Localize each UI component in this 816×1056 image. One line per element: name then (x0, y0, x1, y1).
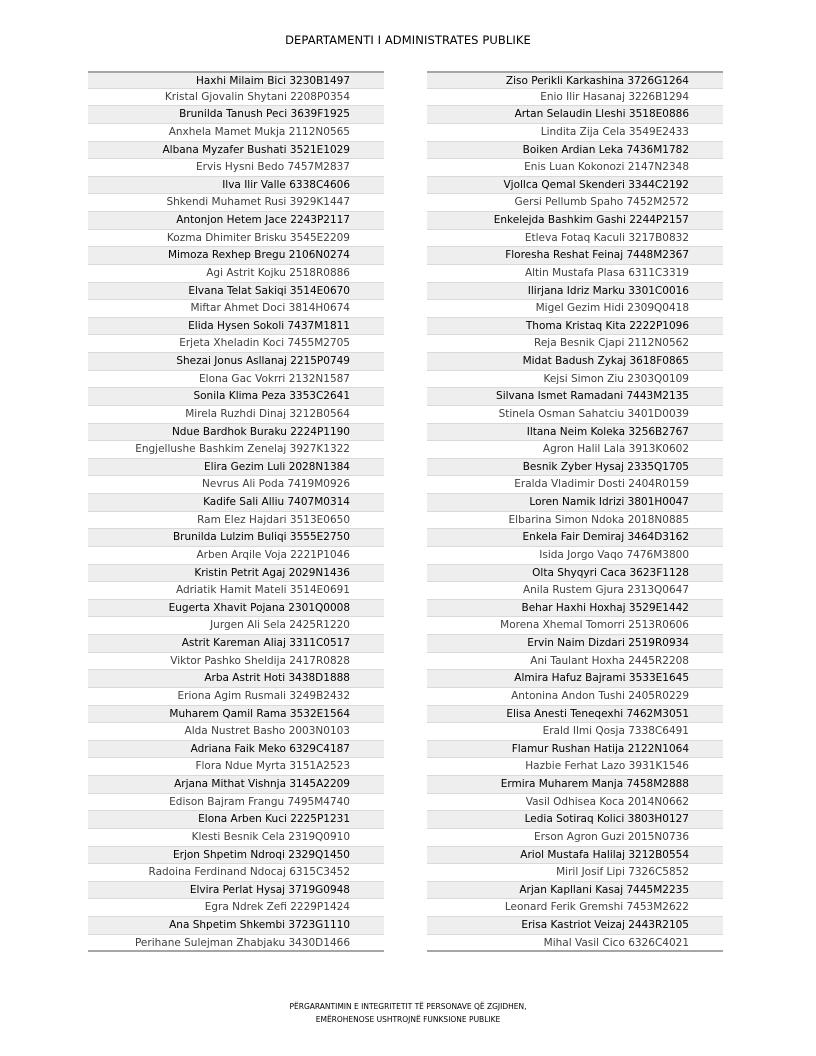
list-item: Isida Jorgo Vaqo 7476M3800 (427, 547, 723, 565)
list-item: Iltana Neim Koleka 3256B2767 (427, 424, 723, 442)
list-item: Anxhela Mamet Mukja 2112N0565 (88, 124, 384, 142)
list-item: Nevrus Ali Poda 7419M0926 (88, 476, 384, 494)
list-item: Eralda Vladimir Dosti 2404R0159 (427, 476, 723, 494)
list-item: Alda Nustret Basho 2003N0103 (88, 723, 384, 741)
list-item: Thoma Kristaq Kita 2222P1096 (427, 318, 723, 336)
list-item: Enis Luan Kokonozi 2147N2348 (427, 159, 723, 177)
list-item: Flora Ndue Myrta 3151A2523 (88, 758, 384, 776)
list-item: Shezai Jonus Asllanaj 2215P0749 (88, 353, 384, 371)
list-item: Reja Besnik Cjapi 2112N0562 (427, 335, 723, 353)
list-item: Ilva Ilir Valle 6338C4606 (88, 177, 384, 195)
list-item: Etleva Fotaq Kaculi 3217B0832 (427, 230, 723, 248)
list-item: Migel Gezim Hidi 2309Q0418 (427, 300, 723, 318)
list-item: Kristal Gjovalin Shytani 2208P0354 (88, 89, 384, 107)
list-item: Agron Halil Lala 3913K0602 (427, 441, 723, 459)
list-item: Klesti Besnik Cela 2319Q0910 (88, 829, 384, 847)
list-item: Ana Shpetim Shkembi 3723G1110 (88, 917, 384, 935)
list-item: Elisa Anesti Teneqexhi 7462M3051 (427, 706, 723, 724)
list-item: Altin Mustafa Plasa 6311C3319 (427, 265, 723, 283)
list-item: Ilirjana Idriz Marku 3301C0016 (427, 283, 723, 301)
list-item: Muharem Qamil Rama 3532E1564 (88, 706, 384, 724)
list-item: Stinela Osman Sahatciu 3401D0039 (427, 406, 723, 424)
list-item: Adriana Faik Meko 6329C4187 (88, 741, 384, 759)
list-item: Arben Arqile Voja 2221P1046 (88, 547, 384, 565)
list-item: Haxhi Milaim Bici 3230B1497 (88, 71, 384, 89)
list-item: Astrit Kareman Aliaj 3311C0517 (88, 635, 384, 653)
list-item: Morena Xhemal Tomorri 2513R0606 (427, 617, 723, 635)
list-item: Kadife Sali Alliu 7407M0314 (88, 494, 384, 512)
list-item: Loren Namik Idrizi 3801H0047 (427, 494, 723, 512)
footer-line-2: EMËROHENOSE USHTROJNË FUNKSIONE PUBLIKE (315, 1015, 501, 1024)
list-item: Besnik Zyber Hysaj 2335Q1705 (427, 459, 723, 477)
list-item: Brunilda Lulzim Buliqi 3555E2750 (88, 529, 384, 547)
list-item: Jurgen Ali Sela 2425R1220 (88, 617, 384, 635)
list-item: Mirela Ruzhdi Dinaj 3212B0564 (88, 406, 384, 424)
list-item: Behar Haxhi Hoxhaj 3529E1442 (427, 600, 723, 618)
list-item: Hazbie Ferhat Lazo 3931K1546 (427, 758, 723, 776)
list-item: Kozma Dhimiter Brisku 3545E2209 (88, 230, 384, 248)
list-item: Erjeta Xheladin Koci 7455M2705 (88, 335, 384, 353)
list-item: Leonard Ferik Gremshi 7453M2622 (427, 899, 723, 917)
list-item: Artan Selaudin Lleshi 3518E0886 (427, 106, 723, 124)
list-item: Erjon Shpetim Ndroqi 2329Q1450 (88, 847, 384, 865)
list-item: Elira Gezim Luli 2028N1384 (88, 459, 384, 477)
list-item: Ermira Muharem Manja 7458M2888 (427, 776, 723, 794)
list-item: Viktor Pashko Sheldija 2417R0828 (88, 653, 384, 671)
list-item: Mimoza Rexhep Bregu 2106N0274 (88, 247, 384, 265)
left-name-list (88, 71, 384, 952)
list-item: Adriatik Hamit Mateli 3514E0691 (88, 582, 384, 600)
footer (0, 1000, 816, 1026)
list-item: Sonila Klima Peza 3353C2641 (88, 388, 384, 406)
list-item: Elona Gac Vokrri 2132N1587 (88, 371, 384, 389)
list-item: Boiken Ardian Leka 7436M1782 (427, 142, 723, 160)
list-item: Elida Hysen Sokoli 7437M1811 (88, 318, 384, 336)
list-item: Vjollca Qemal Skenderi 3344C2192 (427, 177, 723, 195)
list-item: Elbarina Simon Ndoka 2018N0885 (427, 512, 723, 530)
list-item: Arjana Mithat Vishnja 3145A2209 (88, 776, 384, 794)
list-item: Arjan Kapllani Kasaj 7445M2235 (427, 882, 723, 900)
list-item: Mihal Vasil Cico 6326C4021 (427, 935, 723, 953)
list-item: Albana Myzafer Bushati 3521E1029 (88, 142, 384, 160)
list-item: Brunilda Tanush Peci 3639F1925 (88, 106, 384, 124)
list-item: Kejsi Simon Ziu 2303Q0109 (427, 371, 723, 389)
list-item: Flamur Rushan Hatija 2122N1064 (427, 741, 723, 759)
list-item: Shkendi Muhamet Rusi 3929K1447 (88, 194, 384, 212)
list-item: Kristin Petrit Agaj 2029N1436 (88, 565, 384, 583)
right-name-list (427, 71, 723, 952)
list-item: Edison Bajram Frangu 7495M4740 (88, 794, 384, 812)
list-item: Floresha Reshat Feinaj 7448M2367 (427, 247, 723, 265)
list-item: Silvana Ismet Ramadani 7443M2135 (427, 388, 723, 406)
list-item: Eriona Agim Rusmali 3249B2432 (88, 688, 384, 706)
list-item: Vasil Odhisea Koca 2014N0662 (427, 794, 723, 812)
list-item: Miril Josif Lipi 7326C5852 (427, 864, 723, 882)
footer-line-1: PËRGARANTIMIN E INTEGRITETIT TË PERSONAVE QË ZGJIDHEN, (289, 1002, 527, 1011)
list-item: Midat Badush Zykaj 3618F0865 (427, 353, 723, 371)
list-item: Agi Astrit Kojku 2518R0886 (88, 265, 384, 283)
list-item: Erald Ilmi Qosja 7338C6491 (427, 723, 723, 741)
list-item: Antonina Andon Tushi 2405R0229 (427, 688, 723, 706)
list-item: Elona Arben Kuci 2225P1231 (88, 811, 384, 829)
list-item: Egra Ndrek Zefi 2229P1424 (88, 899, 384, 917)
list-item: Enio Ilir Hasanaj 3226B1294 (427, 89, 723, 107)
list-item: Arba Astrit Hoti 3438D1888 (88, 670, 384, 688)
page-title: DEPARTAMENTI I ADMINISTRATES PUBLIKE (285, 33, 531, 47)
list-item: Enkela Fair Demiraj 3464D3162 (427, 529, 723, 547)
list-item: Gersi Pellumb Spaho 7452M2572 (427, 194, 723, 212)
list-item: Almira Hafuz Bajrami 3533E1645 (427, 670, 723, 688)
list-item: Erisa Kastriot Veizaj 2443R2105 (427, 917, 723, 935)
list-item: Ervis Hysni Bedo 7457M2837 (88, 159, 384, 177)
list-item: Engjellushe Bashkim Zenelaj 3927K1322 (88, 441, 384, 459)
list-item: Olta Shyqyri Caca 3623F1128 (427, 565, 723, 583)
list-item: Ram Elez Hajdari 3513E0650 (88, 512, 384, 530)
list-item: Elvana Telat Sakiqi 3514E0670 (88, 283, 384, 301)
list-item: Eugerta Xhavit Pojana 2301Q0008 (88, 600, 384, 618)
list-item: Ervin Naim Dizdari 2519R0934 (427, 635, 723, 653)
list-item: Perihane Sulejman Zhabjaku 3430D1466 (88, 935, 384, 953)
list-item: Radoina Ferdinand Ndocaj 6315C3452 (88, 864, 384, 882)
list-item: Erson Agron Guzi 2015N0736 (427, 829, 723, 847)
list-item: Ariol Mustafa Halilaj 3212B0554 (427, 847, 723, 865)
list-item: Ani Taulant Hoxha 2445R2208 (427, 653, 723, 671)
list-item: Antonjon Hetem Jace 2243P2117 (88, 212, 384, 230)
list-item: Anila Rustem Gjura 2313Q0647 (427, 582, 723, 600)
list-item: Enkelejda Bashkim Gashi 2244P2157 (427, 212, 723, 230)
list-item: Miftar Ahmet Doci 3814H0674 (88, 300, 384, 318)
list-item: Ndue Bardhok Buraku 2224P1190 (88, 424, 384, 442)
list-item: Lindita Zija Cela 3549E2433 (427, 124, 723, 142)
list-item: Ziso Perikli Karkashina 3726G1264 (427, 71, 723, 89)
list-item: Elvira Perlat Hysaj 3719G0948 (88, 882, 384, 900)
list-item: Ledia Sotiraq Kolici 3803H0127 (427, 811, 723, 829)
